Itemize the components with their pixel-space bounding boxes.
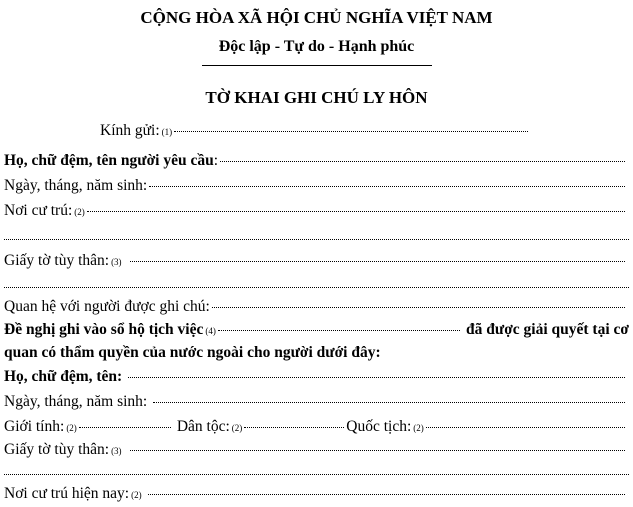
kinh-gui-field[interactable] bbox=[174, 131, 528, 132]
gender-ethnicity-row: Giới tính: (2) Dân tộc: (2) Quốc tịch: (2) bbox=[4, 418, 625, 436]
id-doc-field[interactable] bbox=[130, 261, 625, 262]
current-residence-field[interactable] bbox=[148, 494, 625, 495]
person-dob-row bbox=[4, 393, 625, 411]
gender-label: Giới tính: bbox=[4, 418, 65, 435]
relation-field[interactable] bbox=[212, 307, 625, 308]
request-line2: quan có thẩm quyền của nước ngoài cho người dưới đây: bbox=[4, 344, 381, 361]
residence-row: Nơi cư trú: (2) bbox=[4, 202, 625, 220]
id-doc-row: Giấy tờ tùy thân: (3) bbox=[4, 252, 625, 270]
nationality-field[interactable] bbox=[426, 427, 625, 428]
request-label: Đề nghị ghi vào sổ hộ tịch việc bbox=[4, 321, 204, 338]
current-residence-row: Nơi cư trú hiện nay: (2) bbox=[4, 485, 625, 503]
person-name-label: Họ, chữ đệm, tên: bbox=[4, 368, 123, 385]
ethnicity-label: Dân tộc: bbox=[176, 418, 230, 435]
gender-field[interactable] bbox=[79, 427, 171, 428]
nationality-label: Quốc tịch: bbox=[346, 418, 412, 435]
relation-label: Quan hệ với người được ghi chú: bbox=[4, 298, 210, 315]
requester-name-label: Họ, chữ đệm, tên người yêu cầu bbox=[4, 152, 214, 169]
id-doc-label: Giấy tờ tùy thân: bbox=[4, 252, 110, 269]
id-doc-field-line2[interactable] bbox=[4, 287, 629, 288]
motto: Độc lập - Tự do - Hạnh phúc bbox=[218, 38, 415, 55]
motto-underline bbox=[202, 65, 432, 66]
person-name-row bbox=[4, 368, 625, 386]
person-id-row: Giấy tờ tùy thân: (3) bbox=[4, 441, 625, 459]
ethnicity-field[interactable] bbox=[244, 427, 344, 428]
dob-row bbox=[4, 177, 625, 195]
dob-field[interactable] bbox=[149, 186, 625, 187]
dob-label: Ngày, tháng, năm sinh: bbox=[4, 177, 148, 194]
residence-field-line2[interactable] bbox=[4, 239, 629, 240]
kinh-gui-label: Kính gửi: bbox=[100, 122, 160, 139]
request-row2 bbox=[4, 344, 381, 362]
requester-name-row bbox=[4, 152, 625, 170]
person-dob-field[interactable] bbox=[153, 402, 625, 403]
relation-row bbox=[4, 298, 625, 316]
kinh-gui-row: Kính gửi: (1) bbox=[100, 122, 528, 140]
request-field[interactable] bbox=[218, 330, 460, 331]
form-title: TỜ KHAI GHI CHÚ LY HÔN bbox=[205, 88, 428, 107]
requester-name-field[interactable] bbox=[220, 161, 625, 162]
current-residence-label: Nơi cư trú hiện nay: bbox=[4, 485, 130, 502]
person-id-label: Giấy tờ tùy thân: bbox=[4, 441, 110, 458]
person-id-field[interactable] bbox=[130, 450, 625, 451]
person-name-field[interactable] bbox=[128, 377, 625, 378]
request-tail: đã được giải quyết tại cơ bbox=[466, 321, 629, 338]
person-id-field-line2[interactable] bbox=[4, 474, 629, 475]
requester-name-colon: : bbox=[213, 152, 219, 169]
residence-field[interactable] bbox=[87, 211, 625, 212]
residence-label: Nơi cư trú: bbox=[4, 202, 73, 219]
country-heading: CỘNG HÒA XÃ HỘI CHỦ NGHĨA VIỆT NAM bbox=[140, 8, 493, 27]
person-dob-label: Ngày, tháng, năm sinh: bbox=[4, 393, 148, 410]
request-row: Đề nghị ghi vào sổ hộ tịch việc (4) đã được giải quyết tại cơ bbox=[4, 321, 629, 338]
